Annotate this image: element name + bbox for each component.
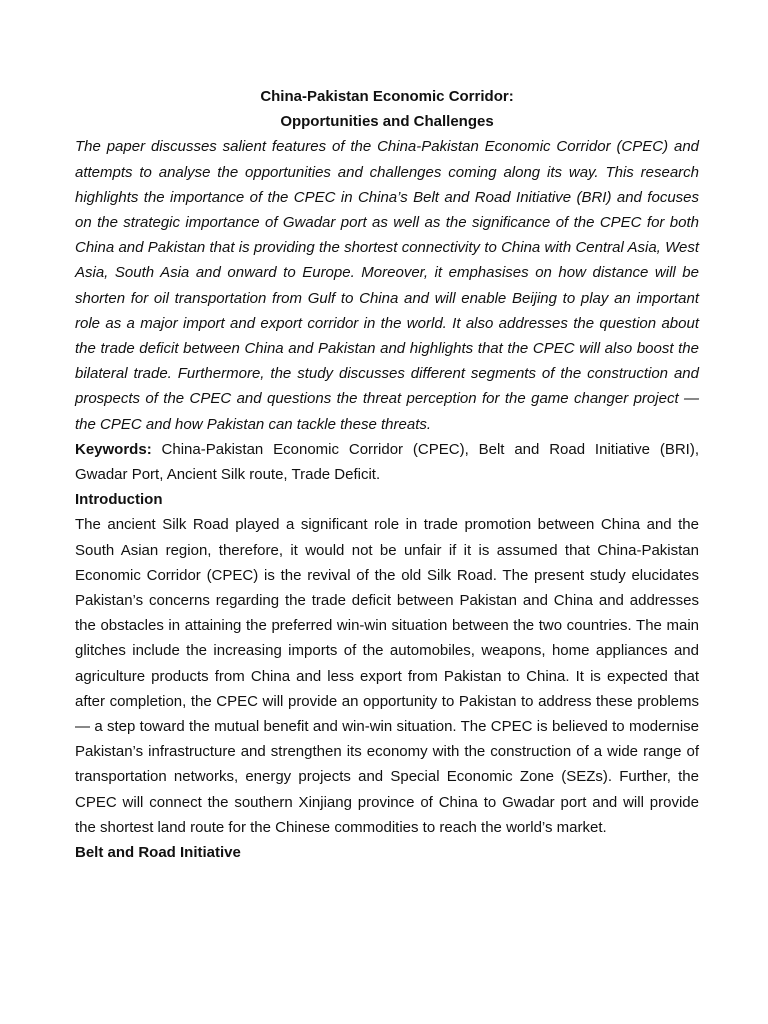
keywords-label: Keywords: xyxy=(75,440,152,458)
introduction-heading: Introduction xyxy=(75,491,163,509)
keywords-text: China-Pakistan Economic Corridor (CPEC), Belt and Road Initiative (BRI), Gwadar Port, Ancient Silk route, Trade Deficit. xyxy=(75,440,699,484)
abstract-paragraph: The paper discusses salient features of the China-Pakistan Economic Corridor (CPEC) and attempts to analyse the opportunities and challenges coming along its way. This research highlights the importance of the CPEC in China’s Belt and Road Initiative (BRI) and focuses on the strategic importance of Gwadar port as well as the significance of the CPEC for both China and Pakistan that is providing the shortest connectivity to China with Central Asia, West Asia, South Asia and onward to Europe. Moreover, it emphasises on how distance will be shorten for oil transportation from Gulf to China and will enable Beijing to play an important role as a major import and export corridor in the world. It also addresses the question about the trade deficit between China and Pakistan and highlights that the CPEC will also boost the bilateral trade. Furthermore, the study discusses different segments of the construction and prospects of the CPEC and questions the threat perception for the game changer project — the CPEC and how Pakistan can tackle these threats. xyxy=(75,138,699,433)
keywords-paragraph xyxy=(75,437,699,487)
paper-page xyxy=(75,84,699,865)
belt-road-initiative-heading: Belt and Road Initiative xyxy=(75,844,241,862)
introduction-paragraph: The ancient Silk Road played a significant role in trade promotion between China and the South Asian region, therefore, it would not be unfair if it is assumed that China-Pakistan Economic Corridor (CPEC) is the revival of the old Silk Road. The present study elucidates Pakistan’s concerns regarding the trade deficit between Pakistan and China and addresses the obstacles in attaining the preferred win-win situation between the two countries. The main glitches include the increasing imports of the automobiles, weapons, home appliances and agriculture products from China and less export from Pakistan to China. It is expected that after completion, the CPEC will provide an opportunity to Pakistan to address these problems — a step toward the mutual benefit and win-win situation. The CPEC is believed to modernise Pakistan’s infrastructure and strengthen its economy with the construction of a wide range of transportation networks, energy projects and Special Economic Zone (SEZs). Further, the CPEC will connect the southern Xinjiang province of China to Gwadar port and will provide the shortest land route for the Chinese commodities to reach the world’s market. xyxy=(75,516,699,836)
paper-title-line-1: China-Pakistan Economic Corridor: xyxy=(260,88,514,105)
paper-title-line-2: Opportunities and Challenges xyxy=(280,113,494,131)
